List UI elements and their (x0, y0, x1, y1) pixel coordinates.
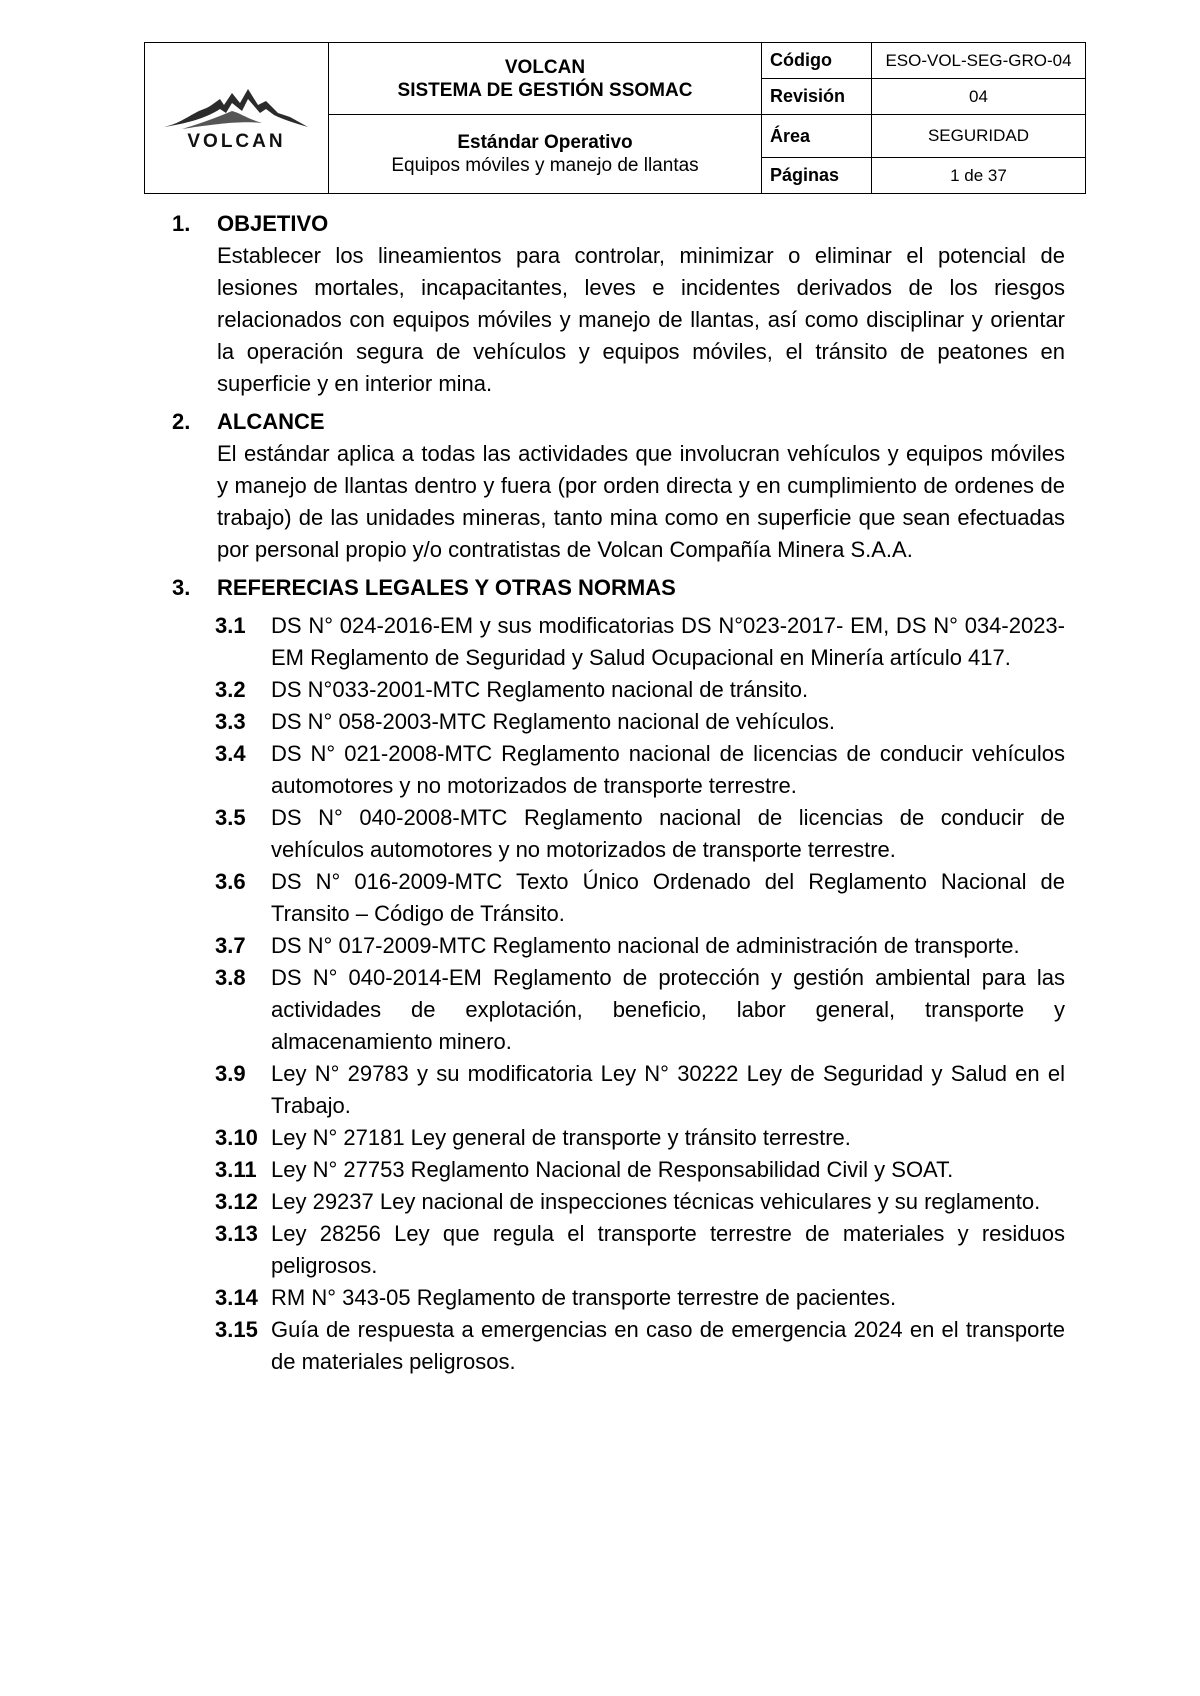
reference-number: 3.9 (215, 1061, 246, 1086)
section-heading (172, 208, 1065, 240)
list-item (172, 738, 1065, 802)
logo-wordmark: VOLCAN (187, 131, 286, 152)
header-subtitle-cell (329, 115, 762, 194)
section-referencias (172, 572, 1065, 1378)
reference-number: 3.5 (215, 805, 246, 830)
reference-text: DS N°033-2001-MTC Reglamento nacional de tránsito. (271, 677, 809, 702)
field-label-pages: Páginas (762, 158, 872, 194)
section-number: 3. (172, 575, 191, 600)
list-item (172, 930, 1065, 962)
reference-number: 3.1 (215, 613, 246, 638)
section-title: OBJETIVO (217, 211, 329, 236)
list-item (172, 866, 1065, 930)
field-label-code: Código (762, 43, 872, 79)
reference-text: Ley N° 27753 Reglamento Nacional de Responsabilidad Civil y SOAT. (271, 1157, 954, 1182)
reference-text: DS N° 024-2016-EM y sus modificatorias DS N°023-2017- EM, DS N° 034-2023-EM Reglamento de Seguridad y Salud Ocupacional en Minería artículo 417. (271, 613, 1065, 670)
section-alcance (172, 406, 1065, 566)
reference-text: DS N° 040-2008-MTC Reglamento nacional de licencias de conducir de vehículos automotores y no motorizados de transporte terrestre. (271, 805, 1065, 862)
section-number: 1. (172, 211, 191, 236)
list-item (172, 706, 1065, 738)
list-item (172, 1186, 1065, 1218)
field-value-area: SEGURIDAD (872, 115, 1086, 158)
reference-number: 3.7 (215, 933, 246, 958)
section-heading (172, 572, 1065, 604)
field-value-code: ESO-VOL-SEG-GRO-04 (872, 43, 1086, 79)
section-title: ALCANCE (217, 409, 325, 434)
list-item (172, 610, 1065, 674)
section-paragraph: Establecer los lineamientos para controlar, minimizar o eliminar el potencial de lesiones mortales, incapacitantes, leves e incidentes derivados de los riesgos relacionados con equipos móviles y manejo de llantas, así como disciplinar y orientar la operación segura de vehículos y equipos móviles, el tránsito de peatones en superficie y en interior mina. (217, 243, 1065, 396)
section-number: 2. (172, 409, 191, 434)
header-title-cell (329, 43, 762, 115)
logo-cell (145, 43, 329, 194)
doc-title: Equipos móviles y manejo de llantas (391, 155, 699, 176)
section-paragraph: El estándar aplica a todas las actividades que involucran vehículos y equipos móviles y manejo de llantas dentro y fuera (por orden directa y en cumplimiento de ordenes de trabajo) de las unidades mineras, tanto mina como en superficie que sean efectuadas por personal propio y/o contratistas de Volcan Compañía Minera S.A.A. (217, 441, 1065, 562)
reference-number: 3.12 (215, 1189, 258, 1214)
reference-list (172, 610, 1065, 1378)
system-name: SISTEMA DE GESTIÓN SSOMAC (397, 79, 693, 101)
field-label-revision: Revisión (762, 79, 872, 115)
document-header (144, 42, 1086, 194)
company-logo (145, 43, 328, 193)
reference-number: 3.6 (215, 869, 246, 894)
reference-number: 3.10 (215, 1125, 258, 1150)
list-item (172, 1058, 1065, 1122)
doc-type: Estándar Operativo (457, 132, 633, 153)
reference-number: 3.2 (215, 677, 246, 702)
reference-number: 3.3 (215, 709, 246, 734)
reference-text: Ley 28256 Ley que regula el transporte terrestre de materiales y residuos peligrosos. (271, 1221, 1065, 1278)
field-label-area: Área (762, 115, 872, 158)
reference-text: DS N° 016-2009-MTC Texto Único Ordenado del Reglamento Nacional de Transito – Código de Tránsito. (271, 869, 1065, 926)
list-item (172, 1314, 1065, 1378)
reference-number: 3.14 (215, 1285, 258, 1310)
reference-text: DS N° 021-2008-MTC Reglamento nacional de licencias de conducir vehículos automotores y no motorizados de transporte terrestre. (271, 741, 1065, 798)
reference-number: 3.13 (215, 1221, 258, 1246)
reference-text: Ley N° 27181 Ley general de transporte y tránsito terrestre. (271, 1125, 851, 1150)
org-name: VOLCAN (504, 56, 586, 78)
field-value-revision: 04 (872, 79, 1086, 115)
section-heading (172, 406, 1065, 438)
list-item (172, 962, 1065, 1058)
reference-number: 3.8 (215, 965, 246, 990)
list-item (172, 1218, 1065, 1282)
reference-text: DS N° 040-2014-EM Reglamento de protección y gestión ambiental para las actividades de explotación, beneficio, labor general, transporte y almacenamiento minero. (271, 965, 1065, 1054)
list-item (172, 1154, 1065, 1186)
reference-text: Ley N° 29783 y su modificatoria Ley N° 30222 Ley de Seguridad y Salud en el Trabajo. (271, 1061, 1065, 1118)
reference-text: RM N° 343-05 Reglamento de transporte terrestre de pacientes. (271, 1285, 897, 1310)
reference-text: DS N° 058-2003-MTC Reglamento nacional de vehículos. (271, 709, 835, 734)
reference-number: 3.11 (215, 1157, 257, 1182)
section-title: REFERECIAS LEGALES Y OTRAS NORMAS (217, 575, 676, 600)
reference-text: Ley 29237 Ley nacional de inspecciones técnicas vehiculares y su reglamento. (271, 1189, 1041, 1214)
reference-number: 3.4 (215, 741, 246, 766)
field-value-pages: 1 de 37 (872, 158, 1086, 194)
list-item (172, 1282, 1065, 1314)
section-objetivo (172, 208, 1065, 400)
reference-number: 3.15 (215, 1317, 258, 1342)
reference-text: DS N° 017-2009-MTC Reglamento nacional de administración de transporte. (271, 933, 1020, 958)
list-item (172, 1122, 1065, 1154)
list-item (172, 674, 1065, 706)
reference-text: Guía de respuesta a emergencias en caso de emergencia 2024 en el transporte de materiales peligrosos. (271, 1317, 1065, 1374)
mountain-logo-icon (162, 83, 312, 135)
list-item (172, 802, 1065, 866)
document-body (172, 208, 1065, 1384)
